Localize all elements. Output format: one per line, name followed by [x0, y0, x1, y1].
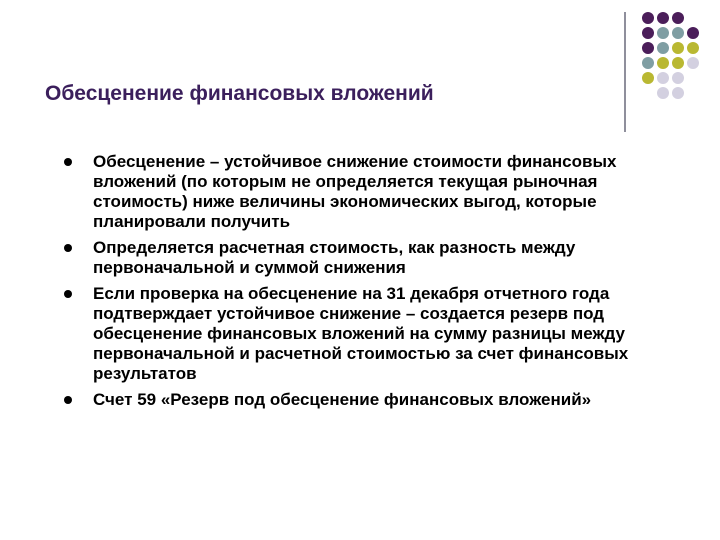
- bullet-text: Счет 59 «Резерв под обесценение финансовых вложений»: [93, 390, 592, 409]
- bullet-icon: [64, 158, 72, 166]
- bullet-text: Определяется расчетная стоимость, как разность между первоначальной и суммой снижения: [93, 238, 576, 277]
- decorative-dot: [642, 72, 654, 84]
- decorative-dot: [657, 72, 669, 84]
- decorative-dot: [657, 27, 669, 39]
- decorative-dot: [687, 42, 699, 54]
- decorative-dot: [657, 57, 669, 69]
- decorative-dot: [657, 87, 669, 99]
- decorative-dot: [672, 57, 684, 69]
- bullet-item: [62, 390, 682, 410]
- decorative-dot: [687, 27, 699, 39]
- slide-content: [62, 152, 682, 416]
- bullet-text: Обесценение – устойчивое снижение стоимости финансовых вложений (по которым не определяется текущая рыночная стоимость) ниже величины экономических выгод, которые планировали получить: [93, 152, 617, 231]
- bullet-text: Если проверка на обесценение на 31 декабря отчетного года подтверждает устойчивое снижение – создается резерв под обесценение финансовых вложений на сумму разницы между первоначальной и расчетной стоимостью за счет финансовых результатов: [93, 284, 629, 383]
- decorative-dot: [642, 12, 654, 24]
- bullet-item: [62, 152, 682, 232]
- bullet-icon: [64, 290, 72, 298]
- bullet-item: [62, 238, 682, 278]
- decorative-dot: [687, 57, 699, 69]
- decorative-dot: [672, 27, 684, 39]
- decorative-dot-grid: [628, 12, 718, 120]
- decorative-dot: [672, 72, 684, 84]
- slide-title: Обесценение финансовых вложений: [45, 82, 434, 105]
- decorative-dot: [657, 12, 669, 24]
- decorative-dot: [642, 57, 654, 69]
- bullet-icon: [64, 244, 72, 252]
- decorative-dot: [672, 87, 684, 99]
- bullet-item: [62, 284, 682, 384]
- bullet-list: [62, 152, 682, 410]
- decorative-dot: [657, 42, 669, 54]
- decorative-dot: [672, 42, 684, 54]
- decorative-dot: [672, 12, 684, 24]
- decorative-dot: [642, 42, 654, 54]
- decorative-dot: [642, 27, 654, 39]
- bullet-icon: [64, 396, 72, 404]
- title-divider: [624, 12, 626, 132]
